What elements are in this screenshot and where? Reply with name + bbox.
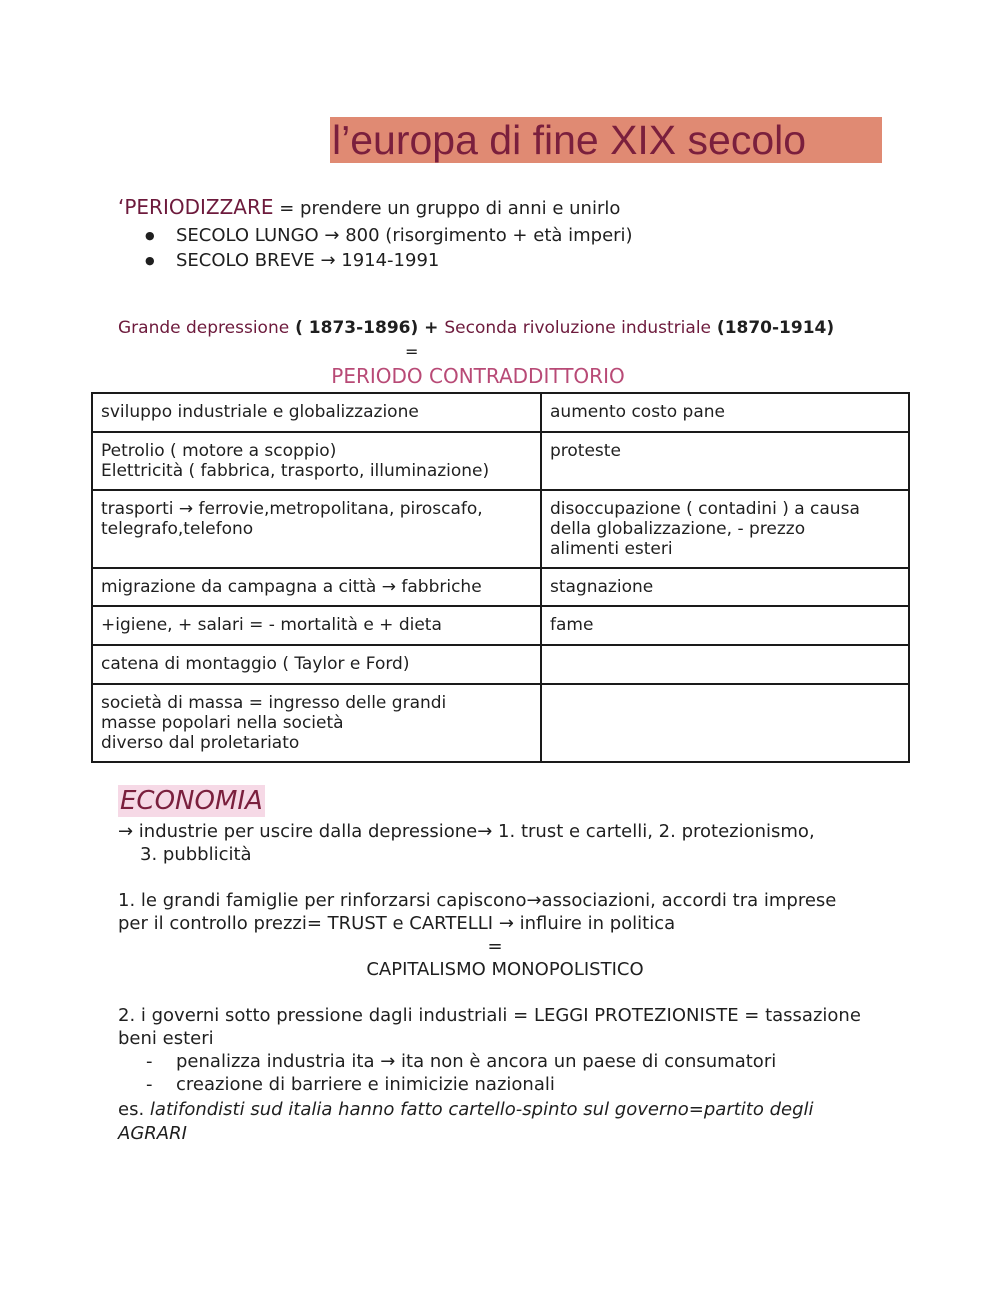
table-row [92, 684, 909, 762]
table-cell: società di massa = ingresso delle grandi masse popolari nella società diverso dal proletariato [92, 684, 541, 762]
table-row [92, 568, 909, 606]
table-cell: fame [541, 606, 909, 645]
grande-depressione-term: Grande depressione [118, 318, 290, 338]
dash-marker: - [146, 1074, 153, 1095]
grande-depressione-dates: ( 1873-1896) + [289, 318, 445, 338]
table-row [92, 606, 909, 645]
table-cell: sviluppo industriale e globalizzazione [92, 393, 541, 432]
list-item: ● SECOLO LUNGO → 800 (risorgimento + età imperi) [145, 223, 633, 248]
list-item: penalizza industria ita → ita non è ancora un paese di consumatori [176, 1051, 777, 1072]
table-cell: stagnazione [541, 568, 909, 606]
example-text: latifondisti sud italia hanno fatto cartello-spinto sul governo=partito degli [149, 1099, 814, 1120]
table-cell: disoccupazione ( contadini ) a causa della globalizzazione, - prezzo alimenti esteri [541, 490, 909, 568]
table-cell: +igiene, + salari = - mortalità e + dieta [92, 606, 541, 645]
list-item: creazione di barriere e inimicizie nazionali [176, 1074, 555, 1095]
point-1-equals: = [487, 936, 503, 957]
table-cell: aumento costo pane [541, 393, 909, 432]
equals-sign: = [405, 342, 419, 361]
table-cell [541, 645, 909, 684]
periodizzare-definition [118, 196, 620, 220]
table-cell: proteste [541, 432, 909, 490]
comparison-table [91, 392, 910, 763]
depression-line [118, 317, 834, 340]
table-cell: Petrolio ( motore a scoppio) Elettricità ( fabbrica, trasporto, illuminazione) [92, 432, 541, 490]
capitalismo-monopolistico: CAPITALISMO MONOPOLISTICO [366, 959, 644, 980]
example-line-2: AGRARI [118, 1123, 187, 1144]
economia-intro-line-2: 3. pubblicità [140, 844, 252, 865]
point-2-line-2: beni esteri [118, 1028, 214, 1049]
table-cell: trasporti → ferrovie,metropolitana, piroscafo, telegrafo,telefono [92, 490, 541, 568]
seconda-rivoluzione-dates: (1870-1914) [711, 318, 835, 338]
example-line-1 [118, 1098, 814, 1121]
economia-intro-line-1: → industrie per uscire dalla depressione→ 1. trust e cartelli, 2. protezionismo, [118, 821, 815, 842]
point-1-line-2: per il controllo prezzi= TRUST e CARTELLI → influire in politica [118, 913, 676, 934]
table-cell [541, 684, 909, 762]
point-2-line-1: 2. i governi sotto pressione dagli industriali = LEGGI PROTEZIONISTE = tassazione [118, 1005, 861, 1026]
example-label: es. [118, 1099, 150, 1120]
seconda-rivoluzione-term: Seconda rivoluzione industriale [444, 318, 711, 338]
periodo-contraddittorio: PERIODO CONTRADDITTORIO [331, 364, 625, 388]
point-1-line-1: 1. le grandi famiglie per rinforzarsi capiscono→associazioni, accordi tra imprese [118, 890, 837, 911]
economia-heading: ECONOMIA [120, 786, 263, 816]
table-row [92, 490, 909, 568]
table-row [92, 393, 909, 432]
periodizzare-text: = prendere un gruppo di anni e unirlo [273, 198, 621, 219]
table-cell: catena di montaggio ( Taylor e Ford) [92, 645, 541, 684]
page-title: l’europa di fine XIX secolo [330, 117, 882, 163]
dash-marker: - [146, 1051, 153, 1072]
periodization-list [145, 223, 633, 273]
table-row [92, 645, 909, 684]
periodizzare-term: ‘PERIODIZZARE [118, 195, 274, 219]
list-item: ● SECOLO BREVE → 1914-1991 [145, 248, 633, 273]
table-cell: migrazione da campagna a città → fabbriche [92, 568, 541, 606]
table-row [92, 432, 909, 490]
